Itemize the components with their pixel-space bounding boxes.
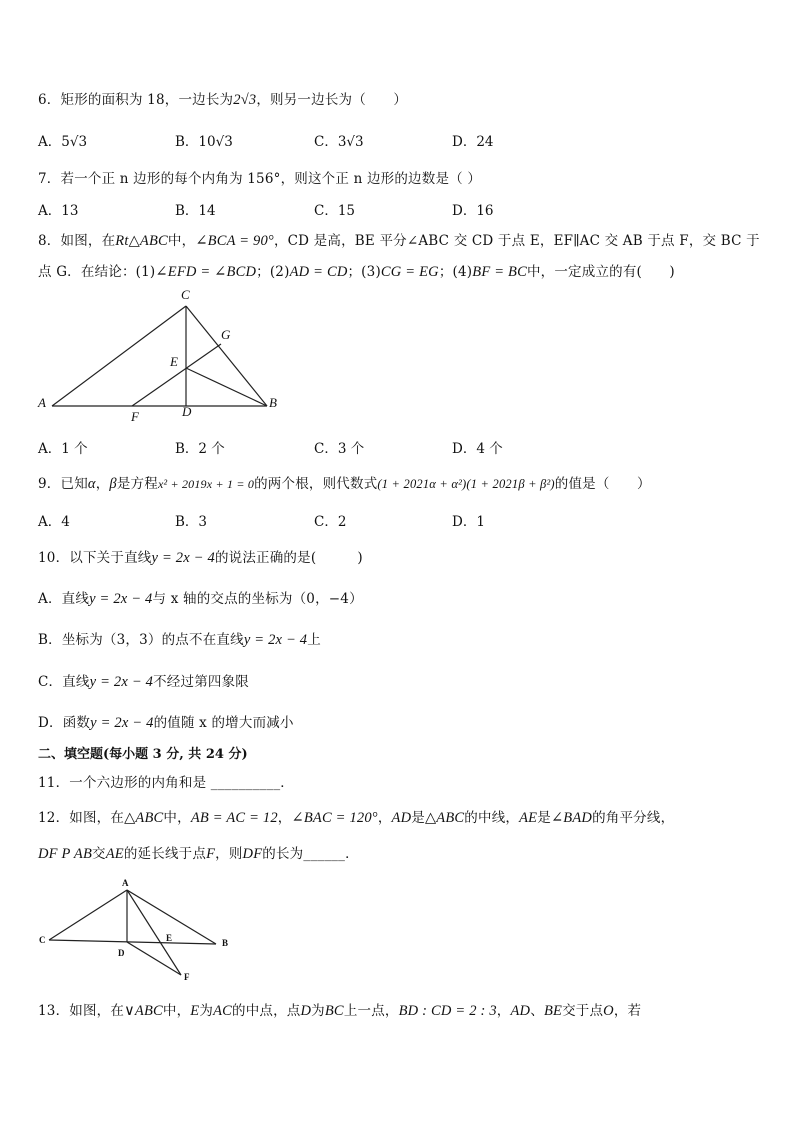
q8-segment-be [186,368,267,406]
q6-option-a: A．5√3 [38,134,88,150]
q8-text: 中， [167,233,196,249]
q8-option-d: D．4 个 [452,441,503,457]
q10-text: 的值随 x 的增大而减小 [153,715,294,731]
q10-text: 与 x 轴的交点的坐标为（0，−4） [152,591,363,607]
q13-stem [38,999,641,1020]
q6-text-a: 6．矩形的面积为 18，一边长为 [38,92,234,108]
q12-text: 中， [163,810,191,826]
q9-text: 的值是（ ） [554,476,651,492]
q12-label-c: C [39,935,46,945]
q8-option-a: A．1 个 [38,441,88,457]
q12-label-b: B [222,938,229,948]
q10-text: 10．以下关于直线 [38,550,152,566]
q12-segment-af [127,890,181,975]
q8-stem-line2 [38,260,675,281]
q9-text: 是方程 [116,476,158,492]
q10-option-b [38,628,321,649]
q10-math: y = 2x − 4 [90,715,154,731]
q10-text: B．坐标为（3，3）的点不在直线 [38,632,244,648]
q9-text: 的两个根，则代数式 [254,476,378,492]
q8-label-c: C [181,287,190,302]
q10-stem [38,546,363,567]
q12-math: AD [391,810,412,826]
q10-option-a [38,587,363,608]
q8-triangle-figure [30,282,300,428]
q10-text: A．直线 [38,591,90,607]
q13-text: 为 [199,1003,214,1019]
q7-option-d: D．16 [452,203,494,219]
q8-option-b: B．2 个 [175,441,225,457]
q8-text: 点 G．在结论：(1) [38,264,156,280]
q9-text: ， [95,476,110,492]
q6-option-d: D．24 [452,134,494,150]
q13-text: 上一点， [343,1003,399,1019]
q9-math: x² + 2019x + 1 = 0 [157,477,255,491]
q13-math: AC [213,1003,232,1019]
q8-math: Rt△ABC [115,233,168,249]
q13-math: BC [324,1003,344,1019]
q12-math: F [206,846,216,862]
q10-math: y = 2x − 4 [89,591,153,607]
q9-option-b: B．3 [175,514,208,530]
q6-stem [38,88,407,109]
q8-label-g: G [221,327,231,342]
q12-math: AE [105,846,124,862]
q12-segment-df [127,942,181,975]
q12-label-a: A [122,878,129,888]
q12-text: 的中线， [464,810,520,826]
section-heading: 二、填空题(每小题 3 分, 共 24 分) [38,747,248,762]
q8-math: ∠EFD = ∠BCD [155,264,257,280]
q10-text: 不经过第四象限 [153,674,249,690]
q13-text: 交于点 [562,1003,604,1019]
q9-math: (1 + 2021α + α²)(1 + 2021β + β²) [377,477,555,491]
q12-triangle-figure [36,874,236,984]
q12-text: 的长为______． [262,846,359,862]
q10-option-d [38,711,294,732]
q12-math: ∠BAD [550,810,593,826]
q8-text: ，CD 是高，BE 平分∠ABC 交 CD 于点 E，EF∥AC 交 AB 于点 F，交 BC 于 [273,233,760,249]
q10-text: 的说法正确的是( ) [214,550,363,566]
q8-text: ；(4) [438,264,473,280]
q13-text: 中， [162,1003,191,1019]
q8-label-f: F [131,409,139,424]
q12-math: AB = AC = 12 [190,810,278,826]
q13-math: D [300,1003,312,1019]
q8-math: BF = BC [472,264,527,280]
q12-math: ∠BAC = 120° [291,810,378,826]
q8-stem-line1 [38,229,760,250]
q6-option-b: B．10√3 [175,134,233,150]
q8-text: 8．如图，在 [38,233,116,249]
q13-math: AD [510,1003,531,1019]
q8-label-a: A [38,395,46,410]
q12-math: AE [519,810,538,826]
q12-stem-line2 [38,842,359,863]
q10-text: 上 [307,632,321,648]
q8-math: CG = EG [380,264,439,280]
q13-text: 13．如图，在 [38,1003,125,1019]
q12-math: △ABC [124,810,164,826]
q7-stem: 7．若一个正 n 边形的每个内角为 156°，则这个正 n 边形的边数是（ ） [38,171,482,187]
q13-math: BE [543,1003,563,1019]
q11-stem: 11．一个六边形的内角和是 __________． [38,775,294,791]
q8-text: ；(3) [347,264,381,280]
q8-label-e: E [170,354,178,369]
q7-option-a: A．13 [38,203,79,219]
q8-segment-cb [186,306,267,406]
q10-math: y = 2x − 4 [89,674,154,690]
q6-math: 2√3 [233,92,257,108]
q12-label-e: E [166,933,173,943]
q6-option-c: C．3√3 [314,134,364,150]
q12-text: 是 [537,810,551,826]
q10-option-c [38,670,249,691]
q8-option-c: C．3 个 [314,441,365,457]
q6-text-b: ，则另一边长为（ ） [256,92,408,108]
q10-text: D．函数 [38,715,91,731]
q12-text: 交 [92,846,106,862]
q12-text: ， [377,810,392,826]
q9-stem [38,472,651,493]
q12-text: ，则 [215,846,243,862]
q10-text: C．直线 [38,674,90,690]
q8-text: ；(2) [256,264,290,280]
q13-text: 、 [530,1003,544,1019]
q12-text: 的角平分线， [592,810,675,826]
q12-label-f: F [184,972,190,982]
q9-text: 9．已知 [38,476,88,492]
q8-text: 中，一定成立的有( ) [526,264,675,280]
q12-math: DF [242,846,263,862]
q8-math: ∠BCA = 90° [195,233,274,249]
q9-math: α [87,476,96,492]
q9-option-c: C．2 [314,514,347,530]
q9-option-a: A．4 [38,514,70,530]
q7-option-b: B．14 [175,203,216,219]
q12-math: △ABC [424,810,465,826]
q10-math: y = 2x − 4 [151,550,215,566]
q12-math: DF P AB [38,846,93,862]
q12-text: ， [277,810,292,826]
q12-segment-ac [49,890,127,940]
q13-text: 的中点，点 [232,1003,301,1019]
q10-math: y = 2x − 4 [243,632,308,648]
q8-label-d: D [182,404,192,419]
q12-label-d: D [118,948,125,958]
q13-text: 为 [311,1003,325,1019]
q8-segment-ac [52,306,186,406]
q13-math: E [190,1003,200,1019]
q13-text: ， [496,1003,511,1019]
q12-stem-line1 [38,806,674,827]
q9-option-d: D．1 [452,514,485,530]
q12-segment-cb [49,940,216,944]
q8-label-b: B [269,395,277,410]
q12-text: 是 [411,810,425,826]
q9-math: β [109,476,117,492]
q13-math: ∨ABC [124,1003,163,1019]
q13-math: O [603,1003,614,1019]
q7-option-c: C．15 [314,203,356,219]
q12-text: 的延长线于点 [123,846,207,862]
q8-math: AD = CD [289,264,348,280]
q12-text: 12．如图，在 [38,810,125,826]
q13-math: BD : CD = 2 : 3 [398,1003,497,1019]
q13-text: ，若 [613,1003,642,1019]
